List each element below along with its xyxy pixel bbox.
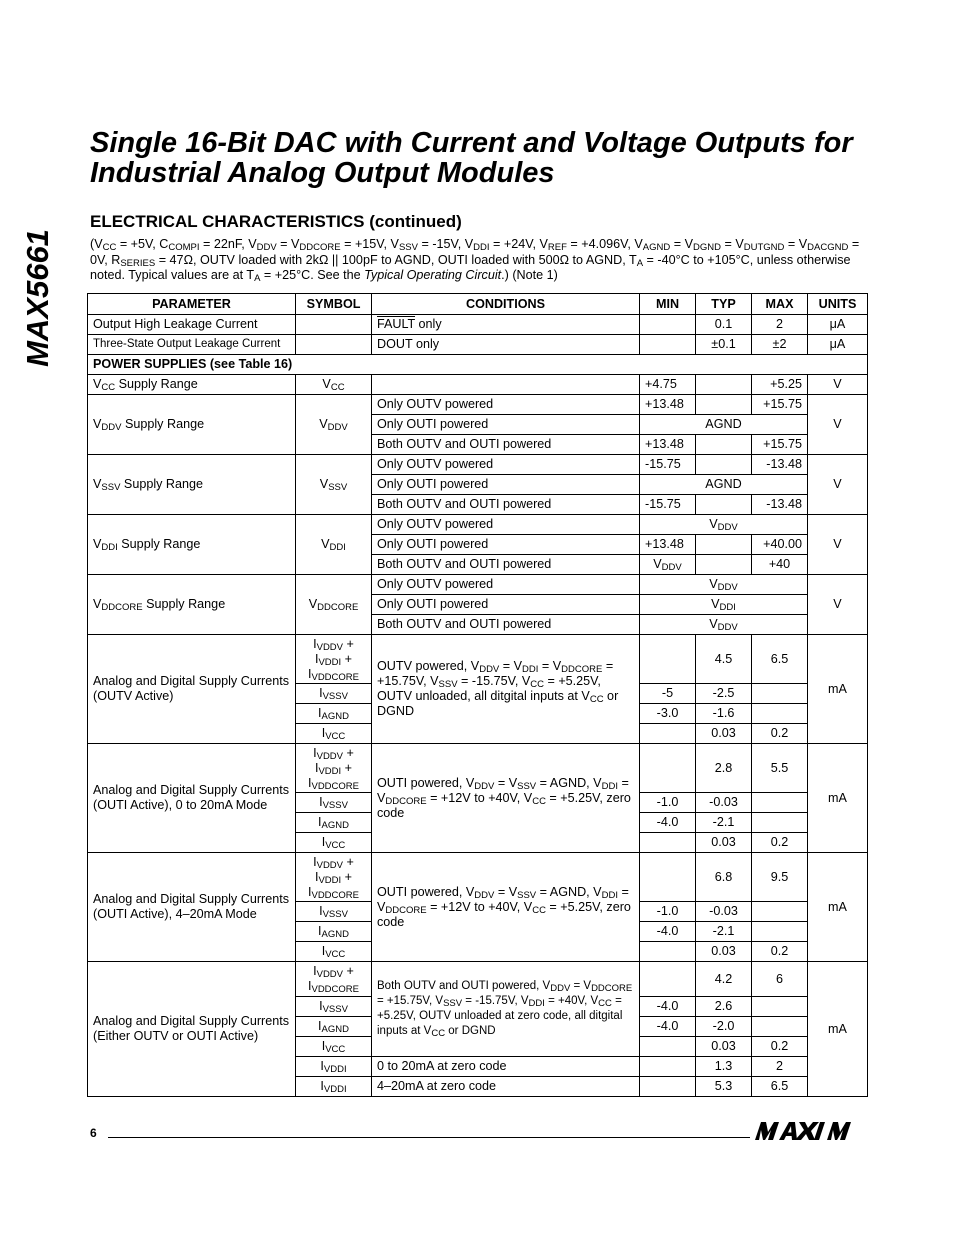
param-cell: Three-State Output Leakage Current [88,335,296,355]
symbol-cell: $I_{VDDV}$ + $I_{VDDCORE}$ [296,962,372,997]
page-title: Single 16-Bit DAC with Current and Voltage Outputs for Industrial Analog Output Modules [90,127,853,189]
table-row: Both OUTV and OUTI powered $V_{DDV}$ +40 [88,555,868,575]
param-cell: Output High Leakage Current [88,315,296,335]
symbol-cell: $V_{DDV}$ [296,395,372,455]
maxim-logo [753,1120,865,1142]
table-row: $I_{VSSV}$ -5 -2.5 [88,684,868,704]
table-row: $I_{AGND}$ -4.0 -2.1 [88,813,868,833]
param-cell: $V_{SSV}$ Supply Range [88,455,296,515]
param-cell: Analog and Digital Supply Currents (OUTV Active) [88,635,296,744]
table-row: Only OUTI powered +13.48 +40.00 [88,535,868,555]
symbol-cell: $V_{DDCORE}$ [296,575,372,635]
col-header: PARAMETER [88,294,296,315]
table-row: $I_{VCC}$ 0.03 0.2 [88,1037,868,1057]
table-row: $I_{VSSV}$ -4.0 2.6 [88,997,868,1017]
table-row: $V_{DDCORE}$ Supply Range $V_{DDCORE}$ Only OUTV powered $V_{DDV}$ V [88,575,868,595]
col-header: CONDITIONS [372,294,640,315]
table-row: $V_{CC}$ Supply Range $V_{CC}$ +4.75 +5.25 V [88,375,868,395]
table-row: Both OUTV and OUTI powered -15.75 -13.48 [88,495,868,515]
table-row: $I_{VSSV}$ -1.0 -0.03 [88,793,868,813]
cond-cell: OUTI powered, $V_{DDV} = V_{SSV}$ = AGND, $V_{DDI} = V_{DDCORE} = +12V$ to +40V, $V_{CC} = +5.25V$, zero code [372,853,640,962]
table-row: $I_{VCC}$ 0.03 0.2 [88,942,868,962]
col-header: SYMBOL [296,294,372,315]
param-cell: $V_{DDV}$ Supply Range [88,395,296,455]
table-row: $I_{VCC}$ 0.03 0.2 [88,833,868,853]
electrical-characteristics-table [87,293,868,1097]
col-header: MAX [752,294,808,315]
param-cell: Analog and Digital Supply Currents (OUTI Active), 4–20mA Mode [88,853,296,962]
table-row: Three-State Output Leakage Current DOUT only ±0.1 ±2 μA [88,335,868,355]
symbol-cell: $I_{VDDV}$ + $I_{VDDI}$ + $I_{VDDCORE}$ [296,853,372,902]
footer-rule [108,1137,750,1138]
param-cell: $V_{DDCORE}$ Supply Range [88,575,296,635]
table-row: Only OUTI powered AGND [88,415,868,435]
col-header: TYP [696,294,752,315]
table-row: $I_{VCC}$ 0.03 0.2 [88,724,868,744]
symbol-cell: $I_{VDDV}$ + $I_{VDDI}$ + $I_{VDDCORE}$ [296,744,372,793]
conditions-note: ($V_{CC} = +5V$, $C_{COMPI} = 22nF$, $V_{DDV} = V_{DDCORE} = +15V$, $V_{SSV} = -15V$, $V_{DDI} = +24V$, $V_{REF} = +4.096V$, $V_{AGND} = V_{DGND} = V_{DUTGND} = V_{DACGND} = 0V$, $R_{SERIES} = 47\Omega$, OUTV loaded with 2kΩ || 100pF to AGND, OUTI loaded with 500Ω to AGND, $T_A = -40^\circ C$ to +105°C, unless otherwise noted. Typical values are at $T_A = +25^\circ C$. See the Typical Operating Circuit.) (Note 1) [90,237,860,284]
table-row: Only OUTI powered AGND [88,475,868,495]
table-row: $I_{VDDI}$ 4–20mA at zero code 5.3 6.5 [88,1077,868,1097]
param-cell: Analog and Digital Supply Currents (OUTI Active), 0 to 20mA Mode [88,744,296,853]
table-row: Analog and Digital Supply Currents (Either OUTV or OUTI Active) $I_{VDDV}$ + $I_{VDDCORE}$ Both OUTV and OUTI powered, $V_{DDV} = V_{DDCORE} = +15.75V$, $V_{SSV} = -15.75V$, $V_{DDI} = +40V$, $V_{CC} = +5.25V$, OUTV unloaded at zero code, all ditgital inputs at $V_{CC}$ or DGND 4.2 6 mA [88,962,868,997]
table-row: $I_{AGND}$ -3.0 -1.6 [88,704,868,724]
cond-cell: OUTI powered, $V_{DDV} = V_{SSV}$ = AGND, $V_{DDI} = V_{DDCORE} = +12V$ to +40V, $V_{CC} = +5.25V$, zero code [372,744,640,853]
section-label: POWER SUPPLIES (see Table 16) [88,355,868,375]
table-row: $V_{SSV}$ Supply Range $V_{SSV}$ Only OUTV powered -15.75 -13.48 V [88,455,868,475]
symbol-cell: $V_{SSV}$ [296,455,372,515]
table-header-row [88,294,868,315]
param-cell: Analog and Digital Supply Currents (Either OUTV or OUTI Active) [88,962,296,1097]
symbol-cell: $I_{VDDV}$ + $I_{VDDI}$ + $I_{VDDCORE}$ [296,635,372,684]
table-row: Output High Leakage Current FAULT only 0.1 2 μA [88,315,868,335]
table-row: $I_{AGND}$ -4.0 -2.0 [88,1017,868,1037]
cond-cell: FAULT only [372,315,640,335]
cond-cell: OUTV powered, $V_{DDV} = V_{DDI} = V_{DDCORE} = +15.75V$, $V_{SSV} = -15.75V$, $V_{CC} = +5.25V$, OUTV unloaded, all ditgital inputs at $V_{CC}$ or DGND [372,635,640,744]
table-row: $I_{VDDI}$ 0 to 20mA at zero code 1.3 2 [88,1057,868,1077]
table-row: $I_{VSSV}$ -1.0 -0.03 [88,902,868,922]
table-row: Both OUTV and OUTI powered $V_{DDV}$ [88,615,868,635]
table-row: Only OUTI powered $V_{DDI}$ [88,595,868,615]
section-heading: ELECTRICAL CHARACTERISTICS (continued) [90,212,462,231]
cond-cell: Both OUTV and OUTI powered, $V_{DDV} = V_{DDCORE} = +15.75V$, $V_{SSV} = -15.75V$, $V_{DDI} = +40V$, $V_{CC} = +5.25V$, OUTV unloaded at zero code, all ditgital inputs at $V_{CC}$ or DGND [372,962,640,1057]
table-row: Both OUTV and OUTI powered +13.48 +15.75 [88,435,868,455]
table-row: Analog and Digital Supply Currents (OUTI Active), 4–20mA Mode $I_{VDDV}$ + $I_{VDDI}$ + $I_{VDDCORE}$ OUTI powered, $V_{DDV} = V_{SSV}$ = AGND, $V_{DDI} = V_{DDCORE} = +12V$ to +40V, $V_{CC} = +5.25V$, zero code 6.8 9.5 mA [88,853,868,902]
table-section-row [88,355,868,375]
symbol-cell: $V_{DDI}$ [296,515,372,575]
cond-cell: DOUT only [372,335,640,355]
side-title: MAX5661 [20,229,55,367]
table-row: $V_{DDV}$ Supply Range $V_{DDV}$ Only OUTV powered +13.48 +15.75 V [88,395,868,415]
symbol-cell: $V_{CC}$ [296,375,372,395]
col-header: UNITS [808,294,868,315]
table-row: Analog and Digital Supply Currents (OUTI Active), 0 to 20mA Mode $I_{VDDV}$ + $I_{VDDI}$ + $I_{VDDCORE}$ OUTI powered, $V_{DDV} = V_{SSV}$ = AGND, $V_{DDI} = V_{DDCORE} = +12V$ to +40V, $V_{CC} = +5.25V$, zero code 2.8 5.5 mA [88,744,868,793]
param-cell: $V_{CC}$ Supply Range [88,375,296,395]
page-number: 6 [90,1126,97,1140]
param-cell: $V_{DDI}$ Supply Range [88,515,296,575]
table-row: $V_{DDI}$ Supply Range $V_{DDI}$ Only OUTV powered $V_{DDV}$ V [88,515,868,535]
col-header: MIN [640,294,696,315]
table-row: Analog and Digital Supply Currents (OUTV Active) $I_{VDDV}$ + $I_{VDDI}$ + $I_{VDDCORE}$ OUTV powered, $V_{DDV} = V_{DDI} = V_{DDCORE} = +15.75V$, $V_{SSV} = -15.75V$, $V_{CC} = +5.25V$, OUTV unloaded, all ditgital inputs at $V_{CC}$ or DGND 4.5 6.5 mA [88,635,868,684]
table-row: $I_{AGND}$ -4.0 -2.1 [88,922,868,942]
